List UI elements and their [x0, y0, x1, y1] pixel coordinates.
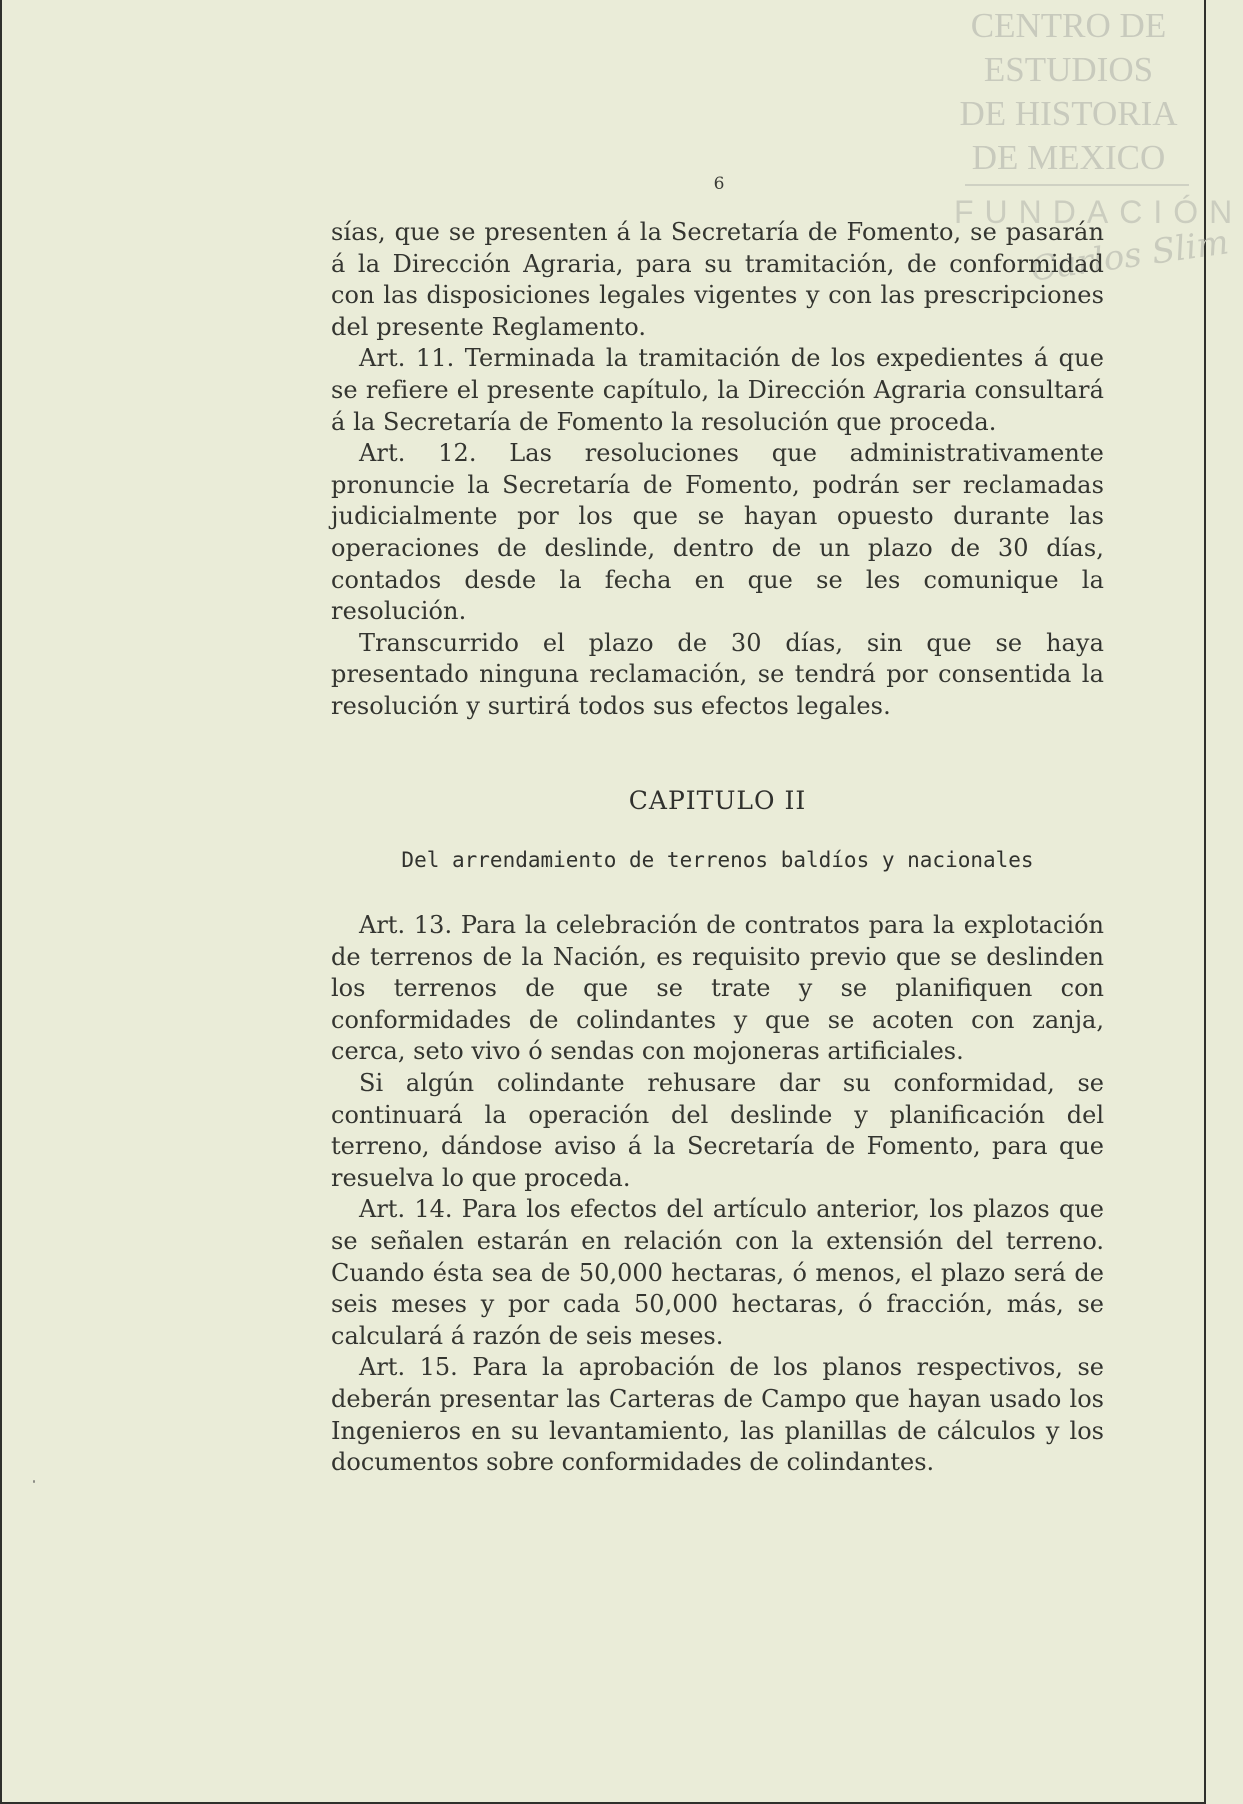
chapter-title: CAPITULO II — [628, 786, 807, 815]
archive-watermark — [951, 4, 1186, 180]
watermark-line: DE MEXICO — [971, 138, 1166, 177]
watermark-divider — [965, 184, 1189, 186]
chapter-text-block — [331, 910, 1104, 1479]
watermark-line: DE HISTORIA — [959, 94, 1178, 133]
foundation-watermark: FUNDACIÓN — [954, 194, 1243, 230]
paragraph: Transcurrido el plazo de 30 días, sin que se haya presentado ninguna reclamación, se tendrá por consentida la resolución y surtirá todos sus efectos legales. — [331, 628, 1104, 720]
paragraph: sías, que se presenten á la Secretaría de Fomento, se pasarán á la Dirección Agraria, para su tramitación, de conformidad con las disposiciones legales vigentes y con las prescripciones del presente Reglamento. — [331, 218, 1104, 341]
watermark-line: ESTUDIOS — [983, 50, 1154, 89]
page-number: 6 — [713, 174, 725, 194]
article-15-paragraph: Art. 15. Para la aprobación de los planos respectivos, se deberán presentar las Carteras de Campo que hayan usado los Ingenieros en su levantamiento, las planillas de cálculos y los documentos sobre conformidades de colindantes. — [331, 1353, 1104, 1477]
paragraph: Si algún colindante rehusare dar su conformidad, se continuará la operación del deslinde y planificación del terreno, dándose aviso á la Secretaría de Fomento, para que resuelva lo que proceda. — [331, 1068, 1104, 1192]
article-11-paragraph: Art. 11. Terminada la tramitación de los expedientes á que se refiere el presente capítulo, la Dirección Agraria consultará á la Secretaría de Fomento la resolución que proceda. — [331, 344, 1104, 436]
chapter-subtitle: Del arrendamiento de terrenos baldíos y nacionales — [401, 848, 1034, 872]
article-14-paragraph: Art. 14. Para los efectos del artículo anterior, los plazos que se señalen estarán en relación con la extensión del terreno. Cuando ésta sea de 50,000 hectaras, ó menos, el plazo será de seis meses y por cada 50,000 hectaras, ó fracción, más, se calculará á razón de seis meses. — [331, 1195, 1104, 1350]
article-13-paragraph: Art. 13. Para la celebración de contratos para la explotación de terrenos de la Nación, es requisito previo que se deslinden los terrenos de que se trate y se planifiquen con conformidades de colindantes y que se acoten con zanja, cerca, seto vivo ó sendas con mojoneras artificiales. — [331, 911, 1104, 1066]
watermark-line: CENTRO DE — [970, 6, 1167, 45]
article-12-paragraph: Art. 12. Las resoluciones que administrativamente pronuncie la Secretaría de Fomento, podrán ser reclamadas judicialmente por los que se hayan opuesto durante las operaciones de deslinde, dentro de un plazo de 30 días, contados desde la fecha en que se les comunique la resolución. — [331, 439, 1104, 626]
opening-text-block — [331, 217, 1104, 723]
signature-text: Carlos Slim — [1028, 222, 1232, 290]
paper-speck — [33, 1480, 35, 1483]
